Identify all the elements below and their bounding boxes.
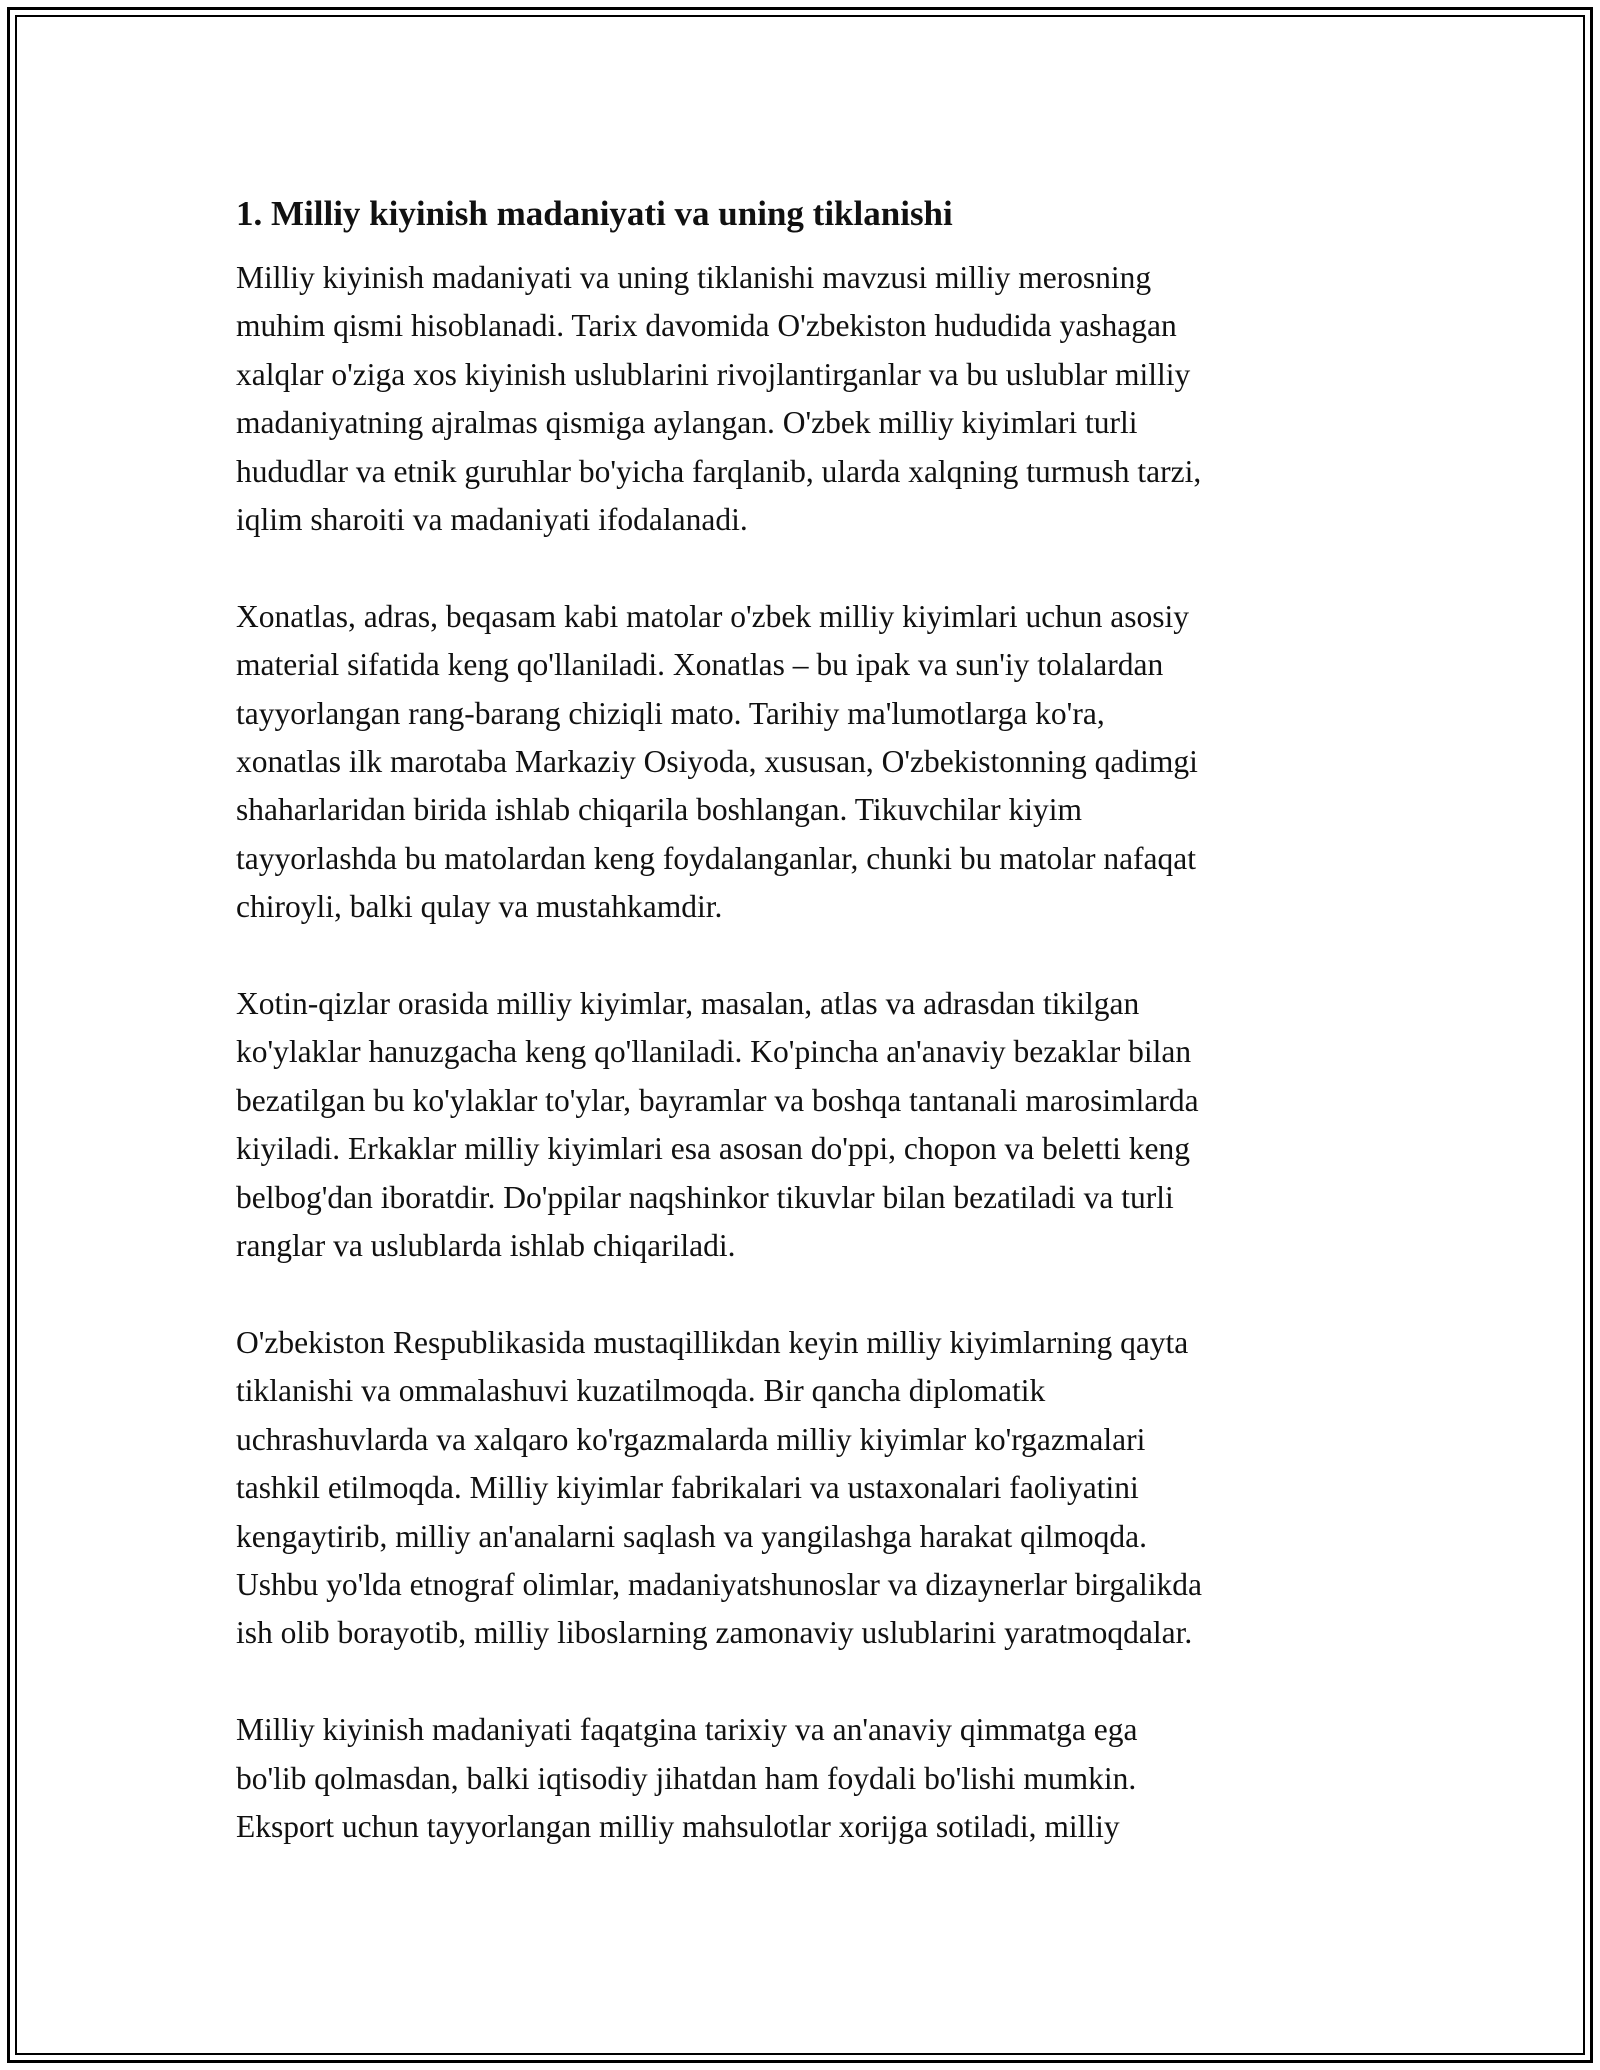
text-line: iqlim sharoiti va madaniyati ifodalanadi. xyxy=(236,502,748,538)
section-heading: 1. Milliy kiyinish madaniyati va uning tiklanishi xyxy=(236,194,953,233)
text-line: Milliy kiyinish madaniyati va uning tiklanishi mavzusi milliy merosning xyxy=(236,260,1152,295)
text-line: Eksport uchun tayyorlangan milliy mahsulotlar xorijga sotiladi, milliy xyxy=(236,1808,1120,1844)
text-line: xonatlas ilk marotaba Markaziy Osiyoda, xususan, O'zbekistonning qadimgi xyxy=(236,744,1198,780)
text-line: kiyiladi. Erkaklar milliy kiyimlari esa asosan do'ppi, chopon va beletti keng xyxy=(236,1131,1190,1167)
text-line: ish olib borayotib, milliy liboslarning zamonaviy uslublarini yaratmoqdalar. xyxy=(236,1615,1193,1651)
text-line: xalqlar o'ziga xos kiyinish uslublarini rivojlantirganlar va bu uslublar milliy xyxy=(236,356,1191,392)
text-line: material sifatida keng qo'llaniladi. Xonatlas – bu ipak va sun'iy tolalardan xyxy=(236,647,1164,683)
text-line: bezatilgan bu ko'ylaklar to'ylar, bayramlar va boshqa tantanali marosimlarda xyxy=(236,1082,1199,1118)
text-line: chiroyli, balki qulay va mustahkamdir. xyxy=(236,889,723,925)
text-line: Milliy kiyinish madaniyati faqatgina tarixiy va an'anaviy qimmatga ega xyxy=(236,1712,1138,1748)
text-line: O'zbekiston Respublikasida mustaqillikdan keyin milliy kiyimlarning qayta xyxy=(236,1324,1189,1360)
text-line: kengaytirib, milliy an'analarni saqlash va yangilashga harakat qilmoqda. xyxy=(236,1518,1148,1554)
paragraph-2 xyxy=(236,593,1376,932)
text-line: ko'ylaklar hanuzgacha keng qo'llaniladi. Ko'pincha an'anaviy bezaklar bilan xyxy=(236,1034,1192,1070)
text-line: belbog'dan iboratdir. Do'ppilar naqshinkor tikuvlar bilan bezatiladi va turli xyxy=(236,1179,1174,1215)
text-line: Ushbu yo'lda etnograf olimlar, madaniyatshunoslar va dizaynerlar birgalikda xyxy=(236,1566,1203,1602)
text-line: Xonatlas, adras, beqasam kabi matolar o'zbek milliy kiyimlari uchun asosiy xyxy=(236,598,1190,634)
text-line: bo'lib qolmasdan, balki iqtisodiy jihatdan ham foydali bo'lishi mumkin. xyxy=(236,1760,1137,1796)
text-line: tayyorlangan rang-barang chiziqli mato. Tarihiy ma'lumotlarga ko'ra, xyxy=(236,695,1105,731)
text-line: muhim qismi hisoblanadi. Tarix davomida O'zbekiston hududida yashagan xyxy=(236,308,1177,344)
paragraph-5 xyxy=(236,1706,1376,1851)
paragraph-3 xyxy=(236,980,1376,1270)
paragraph-4 xyxy=(236,1319,1376,1658)
text-line: tayyorlashda bu matolardan keng foydalanganlar, chunki bu matolar nafaqat xyxy=(236,840,1197,876)
text-line: uchrashuvlarda va xalqaro ko'rgazmalarda milliy kiyimlar ko'rgazmalari xyxy=(236,1421,1146,1457)
text-line: tashkil etilmoqda. Milliy kiyimlar fabrikalari va ustaxonalari faoliyatini xyxy=(236,1470,1139,1506)
text-line: hududlar va etnik guruhlar bo'yicha farqlanib, ularda xalqning turmush tarzi, xyxy=(236,453,1202,489)
text-line: shaharlaridan birida ishlab chiqarila boshlangan. Tikuvchilar kiyim xyxy=(236,792,1082,828)
paragraph-1 xyxy=(236,254,1376,544)
text-line: Xotin-qizlar orasida milliy kiyimlar, masalan, atlas va adrasdan tikilgan xyxy=(236,986,1140,1022)
text-line: ranglar va uslublarda ishlab chiqariladi. xyxy=(236,1228,736,1264)
text-line: tiklanishi va ommalashuvi kuzatilmoqda. Bir qancha diplomatik xyxy=(236,1373,1046,1409)
text-line: madaniyatning ajralmas qismiga aylangan. O'zbek milliy kiyimlari turli xyxy=(236,405,1138,441)
document-body xyxy=(236,186,1376,1900)
